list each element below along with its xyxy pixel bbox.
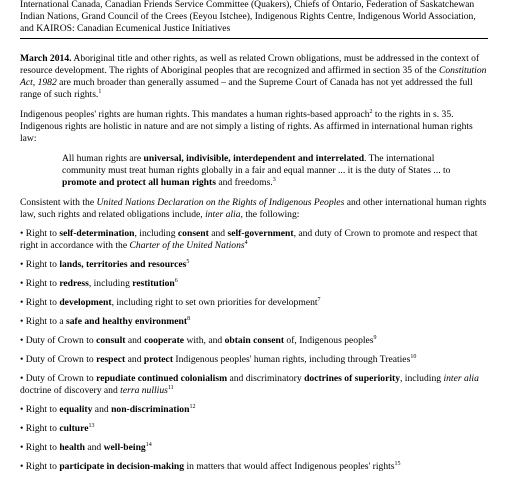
constitution-act: Constitution Act, 1982 xyxy=(20,65,487,88)
footnote-ref[interactable]: 2 xyxy=(369,108,373,115)
list-text: Indigenous peoples' human rights, including through Treaties xyxy=(173,354,411,365)
list-italic: Charter of the United Nations xyxy=(129,240,245,251)
list-bold: protect xyxy=(143,354,174,365)
list-item xyxy=(20,259,488,271)
list-text: • Duty of Crown to xyxy=(20,354,97,365)
para3-text-1: Consistent with the xyxy=(20,197,97,208)
list-bold: redress xyxy=(59,278,89,289)
list-text: • Right to a xyxy=(20,316,66,327)
intro-text-1: Aboriginal title and other rights, as well as related Crown obligations, must be addressed in the context of resource development. The rights of Aboriginal peoples that are recognized and affirmed in section 35 of the xyxy=(20,53,480,76)
list-text: • Right to xyxy=(20,259,60,270)
list-item xyxy=(20,278,488,290)
para2-text-1: Indigenous peoples' rights are human rights. This mandates a human rights-based approach xyxy=(20,109,370,120)
para3-text-3: , the following: xyxy=(240,209,300,220)
list-italic: inter alia xyxy=(443,373,479,384)
list-item xyxy=(20,404,488,416)
undrip-title: United Nations Declaration on the Rights of Indigenous Peoples xyxy=(96,197,345,208)
list-text: • Right to xyxy=(20,278,60,289)
list-text: and xyxy=(125,335,145,346)
list-bold: doctrines of superiority xyxy=(304,373,400,384)
para3-text-2: and other international human rights law, such rights and related obligations include, xyxy=(20,197,487,220)
header-rule xyxy=(20,38,488,39)
list-bold: equality xyxy=(59,404,93,415)
list-text: • Right to xyxy=(20,228,60,239)
list-item xyxy=(20,297,488,309)
list-bold: self-determination xyxy=(59,228,135,239)
block-quote xyxy=(62,153,470,189)
para2-text-2: to the rights in s. 35. Indigenous rights are holistic in nature and are not simply a listing of rights. As affirmed in international human rights law: xyxy=(20,109,473,144)
list-text: , including xyxy=(134,228,178,239)
list-item xyxy=(20,442,488,454)
list-text: • Duty of Crown to xyxy=(20,335,97,346)
footnote-ref[interactable]: 13 xyxy=(88,422,95,429)
list-bold: culture xyxy=(59,423,89,434)
footnote-ref[interactable]: 10 xyxy=(410,353,417,360)
list-text: • Right to xyxy=(20,404,60,415)
list-bold: repudiate continued colonialism xyxy=(96,373,228,384)
list-bold: health xyxy=(59,442,85,453)
footnote-ref[interactable]: 3 xyxy=(272,176,276,183)
quote-bold-2: promote and protect all human rights xyxy=(62,177,216,188)
quote-text-1: All human rights are xyxy=(62,153,144,164)
quote-text-3: and freedoms. xyxy=(215,177,273,188)
footnote-ref[interactable]: 14 xyxy=(145,441,152,448)
intro-text-2: are much broader than generally assumed – and the Supreme Court of Canada has not yet addressed the full range of such rights. xyxy=(20,77,473,100)
list-item xyxy=(20,373,488,397)
header-organizations: International Canada, Canadian Friends Service Committee (Quakers), Chiefs of Ontario, Federation of Saskatchewan Indian Nations, Grand Council of the Crees (Eeyou Istchee), Indigenous Rights Centre, Indigenous World Association, and KAIROS: Canadian Ecumenical Justice Initiatives xyxy=(20,0,476,34)
list-bold: cooperate xyxy=(144,335,185,346)
list-text: and xyxy=(125,354,144,365)
list-bold: restitution xyxy=(132,278,175,289)
list-bold: self-government xyxy=(227,228,294,239)
list-bold: obtain consent xyxy=(224,335,285,346)
list-text: • Right to xyxy=(20,423,60,434)
list-bold: well-being xyxy=(103,442,146,453)
footnote-ref[interactable]: 9 xyxy=(373,334,377,341)
list-text: • Right to xyxy=(20,297,60,308)
footnote-ref[interactable]: 6 xyxy=(174,277,178,284)
list-text: with, and xyxy=(184,335,225,346)
list-bold: safe and healthy environment xyxy=(66,316,188,327)
footnote-ref[interactable]: 8 xyxy=(187,315,191,322)
human-rights-paragraph xyxy=(20,109,488,145)
footnote-ref[interactable]: 12 xyxy=(189,403,196,410)
list-item xyxy=(20,316,488,328)
list-item xyxy=(20,335,488,347)
footnote-ref[interactable]: 5 xyxy=(186,258,190,265)
list-bold: consent xyxy=(177,228,209,239)
list-bold: non-discrimination xyxy=(111,404,190,415)
list-text: • Right to xyxy=(20,461,60,472)
list-text: and xyxy=(208,228,228,239)
list-bold: lands, territories and resources xyxy=(59,259,187,270)
list-text: and discriminatory xyxy=(227,373,305,384)
list-text: and xyxy=(92,404,112,415)
list-text: • Duty of Crown to xyxy=(20,373,97,384)
list-bold: participate in decision-making xyxy=(59,461,185,472)
list-text: and xyxy=(84,442,104,453)
list-item xyxy=(20,423,488,435)
list-italic: terra nullius xyxy=(120,385,168,396)
list-item xyxy=(20,461,488,473)
list-bold: development xyxy=(59,297,112,308)
footnote-ref[interactable]: 4 xyxy=(244,239,248,246)
list-item xyxy=(20,354,488,366)
quote-text-2: . The international community must treat human rights globally in a fair and equal manner ... it is the duty of States ... to xyxy=(62,153,451,176)
list-text: , including xyxy=(400,373,444,384)
footnote-ref[interactable]: 1 xyxy=(98,88,102,95)
list-text: in matters that would affect Indigenous peoples' rights xyxy=(184,461,395,472)
list-bold: consult xyxy=(96,335,126,346)
list-bold: respect xyxy=(96,354,126,365)
intro-paragraph xyxy=(20,53,488,101)
intro-date: March 2014. xyxy=(20,53,72,64)
list-text: , including right to set own priorities for development xyxy=(111,297,318,308)
list-item xyxy=(20,228,488,252)
list-text: • Right to xyxy=(20,442,60,453)
list-text: , and duty of Crown to promote and respect that right in accordance with the xyxy=(20,228,478,251)
footnote-ref[interactable]: 11 xyxy=(167,384,174,391)
footnote-ref[interactable]: 7 xyxy=(317,296,321,303)
quote-bold-1: universal, indivisible, interdependent and interrelated xyxy=(143,153,365,164)
list-text: , including xyxy=(88,278,133,289)
inter-alia: inter alia xyxy=(205,209,241,220)
list-text: doctrine of discovery and xyxy=(20,385,121,396)
footnote-ref[interactable]: 15 xyxy=(394,460,401,467)
undrip-paragraph xyxy=(20,197,488,221)
list-text: of, Indigenous peoples xyxy=(284,335,374,346)
